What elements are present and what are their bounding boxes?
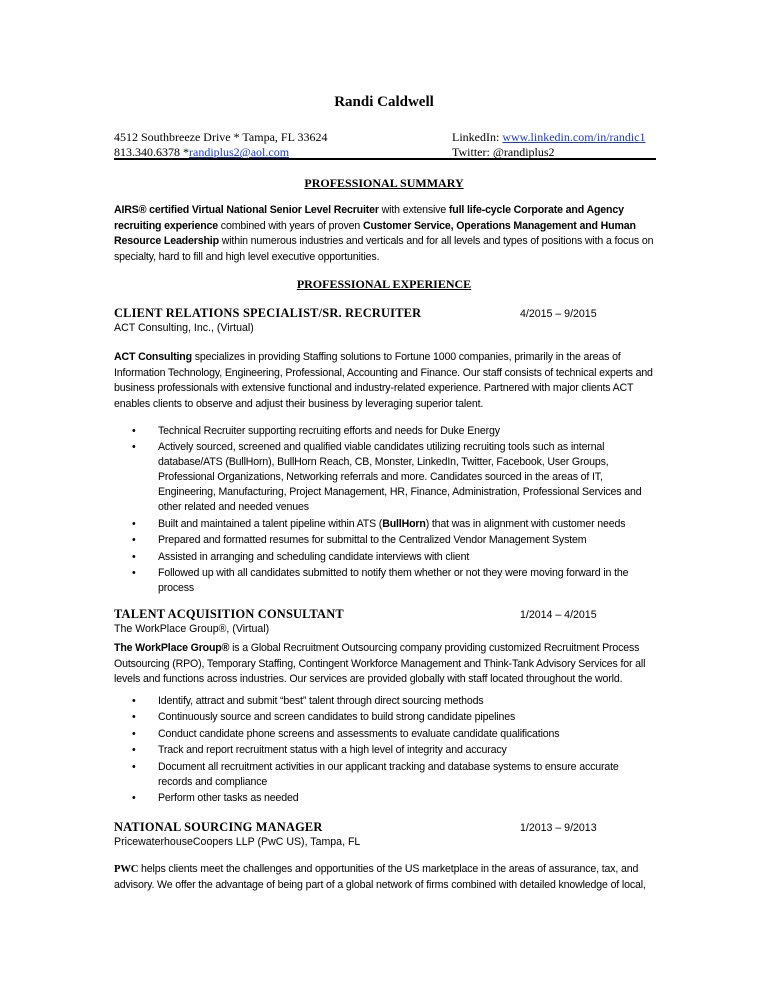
list-item: • Technical Recruiter supporting recruiting efforts and needs for Duke Energy bbox=[114, 424, 644, 439]
job-dates: 4/2015 – 9/2015 bbox=[520, 308, 597, 320]
job-bullets bbox=[114, 424, 644, 597]
summary-bold-3: Customer Service, Operations Management and Human Resource Leadership bbox=[114, 219, 636, 247]
candidate-name: Randi Caldwell bbox=[334, 94, 434, 110]
list-item: • Document all recruitment activities in our applicant tracking and database systems to ensure accurate records and compliance bbox=[114, 760, 644, 790]
list-item: • Track and report recruitment status with a high level of integrity and accuracy bbox=[114, 743, 644, 758]
job-description: The WorkPlace Group® is a Global Recruitment Outsourcing company providing customized Recruitment Process Outsourcing (RPO), Temporary Staffing, Contingent Workforce Management and Think-Tank Advisory Services for all levels and functions across industries. Our services are provided globally with staff located throughout the world. bbox=[114, 642, 646, 685]
list-item: • Perform other tasks as needed bbox=[114, 791, 644, 806]
job-company: PricewaterhouseCoopers LLP (PwC US), Tampa, FL bbox=[114, 836, 361, 848]
linkedin-link[interactable]: www.linkedin.com/in/randic1 bbox=[502, 130, 646, 144]
list-item: • Actively sourced, screened and qualified viable candidates utilizing recruiting tools such as internal database/ATS (BullHorn), BullHorn Reach, CB, Monster, LinkedIn, Twitter, Facebook, User Groups, Professional Organizations, Networking referrals and more. Candidates sourced in the areas of IT, Engineering, Manufacturing, Project Management, HR, Finance, Administration, Professional Services and other related and needed venues bbox=[114, 440, 644, 515]
list-item: • Built and maintained a talent pipeline within ATS (BullHorn) that was in alignment with customer needs bbox=[114, 517, 644, 532]
list-item: • Continuously source and screen candidates to build strong candidate pipelines bbox=[114, 710, 644, 725]
job-bullets bbox=[114, 694, 644, 807]
job-description: ACT Consulting specializes in providing Staffing solutions to Fortune 1000 companies, primarily in the areas of Information Technology, Engineering, Professional, Accounting and Finance. Our staff consists of technical experts and business professionals with extensive functional and industry-related experience. Partnered with major clients ACT enables clients to observe and adjust their business by leveraging superior talent. bbox=[114, 351, 653, 410]
experience-heading: PROFESSIONAL EXPERIENCE bbox=[296, 277, 472, 291]
summary-heading: PROFESSIONAL SUMMARY bbox=[304, 176, 464, 190]
company-name-bold: PWC bbox=[114, 864, 139, 875]
job-dates: 1/2013 – 9/2013 bbox=[520, 822, 597, 834]
address: 4512 Southbreeze Drive * Tampa, FL 33624 bbox=[114, 130, 328, 144]
job-description: PWC helps clients meet the challenges and opportunities of the US marketplace in the areas of assurance, tax, and advisory. We offer the advantage of being part of a global network of firms combined with detailed knowledge of local, bbox=[114, 863, 646, 891]
list-item: • Followed up with all candidates submitted to notify them whether or not they were moving forward in the process bbox=[114, 566, 644, 596]
job-company: ACT Consulting, Inc., (Virtual) bbox=[114, 322, 254, 334]
phone: 813.340.6378 * bbox=[114, 145, 189, 159]
company-name-bold: The WorkPlace Group® bbox=[114, 642, 230, 654]
company-name-bold: ACT Consulting bbox=[114, 351, 192, 363]
job-title: TALENT ACQUISITION CONSULTANT bbox=[114, 607, 344, 621]
twitter-handle: Twitter: @randiplus2 bbox=[452, 145, 555, 159]
list-item: • Identify, attract and submit “best” talent through direct sourcing methods bbox=[114, 694, 644, 709]
list-item: • Prepared and formatted resumes for submittal to the Centralized Vendor Management System bbox=[114, 533, 644, 548]
list-item: • Conduct candidate phone screens and assessments to evaluate candidate qualifications bbox=[114, 727, 644, 742]
summary-paragraph: AIRS® certified Virtual National Senior Level Recruiter with extensive full life-cycle Corporate and Agency recruiting experience combined with years of proven Customer Service, Operations Management and Human Resource Leadership within numerous industries and verticals and for all levels and types of positions with a focus on specialty, hard to fill and high level executive opportunities. bbox=[114, 204, 654, 263]
job-dates: 1/2014 – 4/2015 bbox=[520, 609, 597, 621]
summary-bold-1: AIRS® certified Virtual National Senior Level Recruiter bbox=[114, 204, 379, 216]
job-title: CLIENT RELATIONS SPECIALIST/SR. RECRUITER bbox=[114, 306, 422, 320]
list-item: • Assisted in arranging and scheduling candidate interviews with client bbox=[114, 550, 644, 565]
job-company: The WorkPlace Group®, (Virtual) bbox=[114, 623, 270, 635]
header-divider bbox=[114, 158, 656, 160]
email-link[interactable]: randiplus2@aol.com bbox=[189, 145, 290, 159]
linkedin-line bbox=[452, 130, 646, 145]
job-title: NATIONAL SOURCING MANAGER bbox=[114, 820, 323, 834]
linkedin-label: LinkedIn: bbox=[452, 130, 503, 144]
summary-bold-2: full life-cycle Corporate and Agency recruiting experience bbox=[114, 204, 624, 232]
